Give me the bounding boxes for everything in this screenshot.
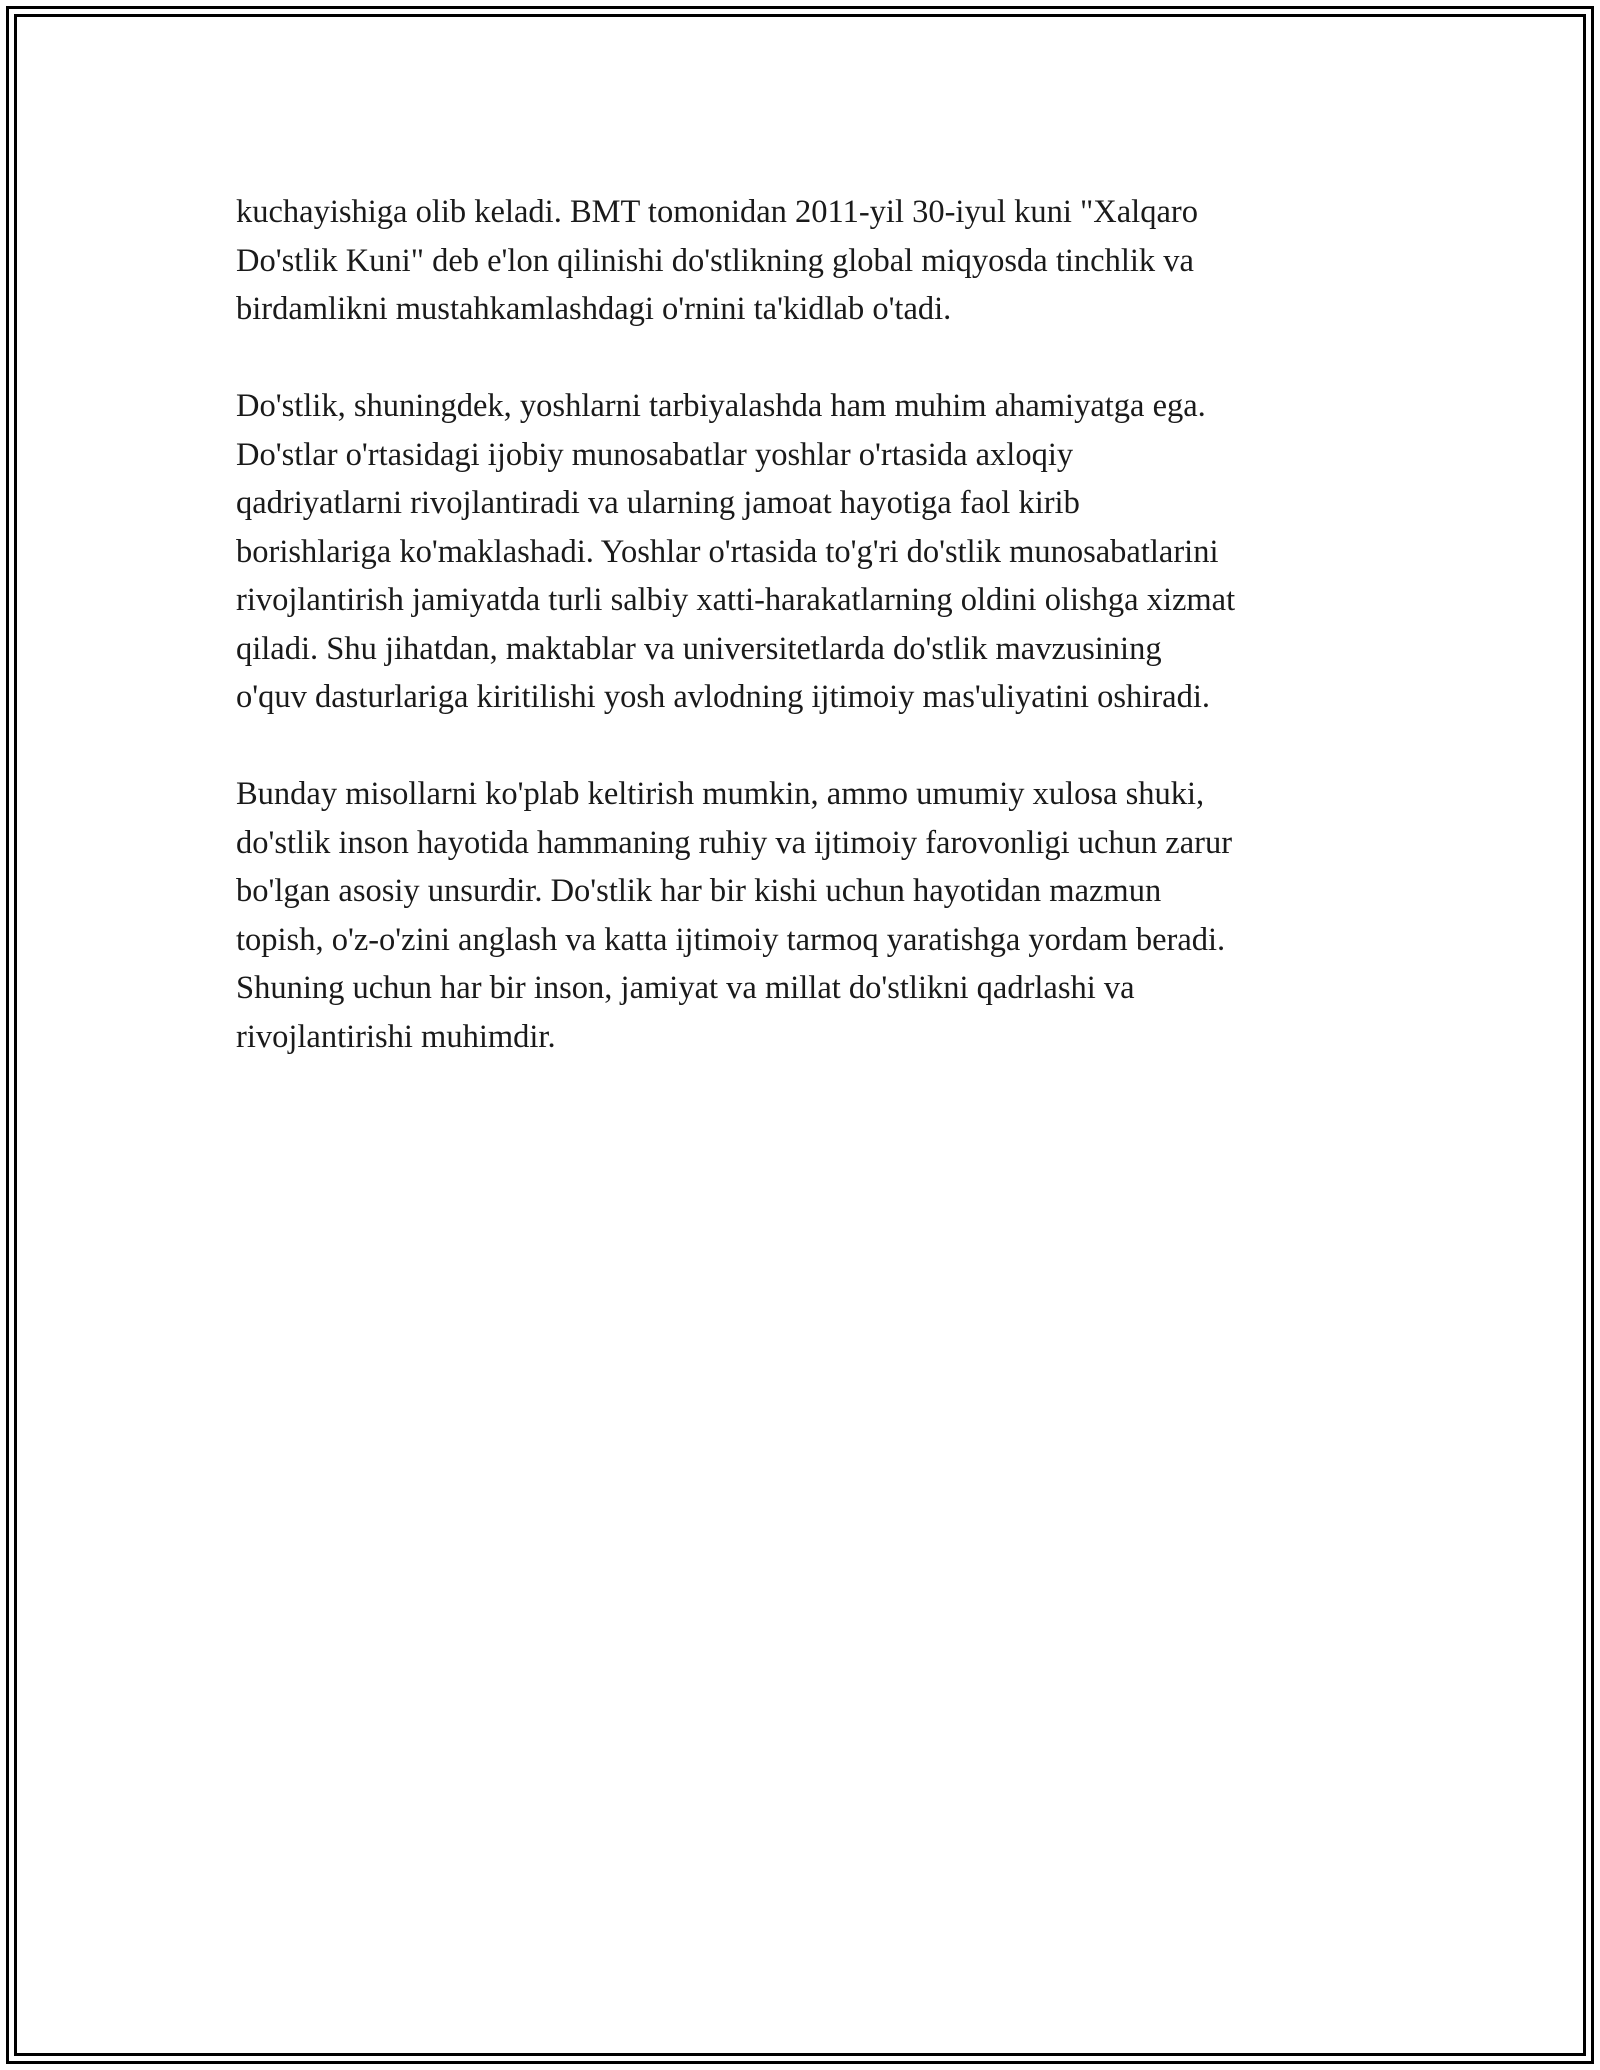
- text-line: Do'stlik Kuni" deb e'lon qilinishi do'stlikning global miqyosda tinchlik va: [236, 242, 1194, 279]
- document-body: [236, 188, 1386, 1110]
- text-line: birdamlikni mustahkamlashdagi o'rnini ta'kidlab o'tadi.: [236, 291, 952, 327]
- text-line: qiladi. Shu jihatdan, maktablar va universitetlarda do'stlik mavzusining: [236, 630, 1162, 667]
- text-line: borishlariga ko'maklashadi. Yoshlar o'rtasida to'g'ri do'stlik munosabatlarini: [236, 533, 1219, 570]
- text-line: qadriyatlarni rivojlantiradi va ularning jamoat hayotiga faol kirib: [236, 485, 1080, 521]
- text-line: Do'stlik, shuningdek, yoshlarni tarbiyalashda ham muhim ahamiyatga ega.: [236, 388, 1206, 424]
- text-line: o'quv dasturlariga kiritilishi yosh avlodning ijtimoiy mas'uliyatini oshiradi.: [236, 679, 1210, 715]
- paragraph-3: [236, 770, 1386, 1061]
- text-line: rivojlantirishi muhimdir.: [236, 1018, 556, 1055]
- text-line: Shuning uchun har bir inson, jamiyat va millat do'stlikni qadrlashi va: [236, 970, 1135, 1006]
- text-line: do'stlik inson hayotida hammaning ruhiy va ijtimoiy farovonligi uchun zarur: [236, 824, 1233, 861]
- text-line: topish, o'z-o'zini anglash va katta ijtimoiy tarmoq yaratishga yordam beradi.: [236, 921, 1226, 958]
- text-line: bo'lgan asosiy unsurdir. Do'stlik har bir kishi uchun hayotidan mazmun: [236, 873, 1162, 909]
- paragraph-1: [236, 188, 1386, 334]
- text-line: Do'stlar o'rtasidagi ijobiy munosabatlar yoshlar o'rtasida axloqiy: [236, 436, 1074, 473]
- text-line: Bunday misollarni ko'plab keltirish mumkin, ammo umumiy xulosa shuki,: [236, 776, 1205, 812]
- text-line: kuchayishiga olib keladi. BMT tomonidan 2011-yil 30-iyul kuni "Xalqaro: [236, 194, 1198, 230]
- paragraph-2: [236, 382, 1386, 722]
- text-line: rivojlantirish jamiyatda turli salbiy xatti-harakatlarning oldini olishga xizmat: [236, 582, 1236, 618]
